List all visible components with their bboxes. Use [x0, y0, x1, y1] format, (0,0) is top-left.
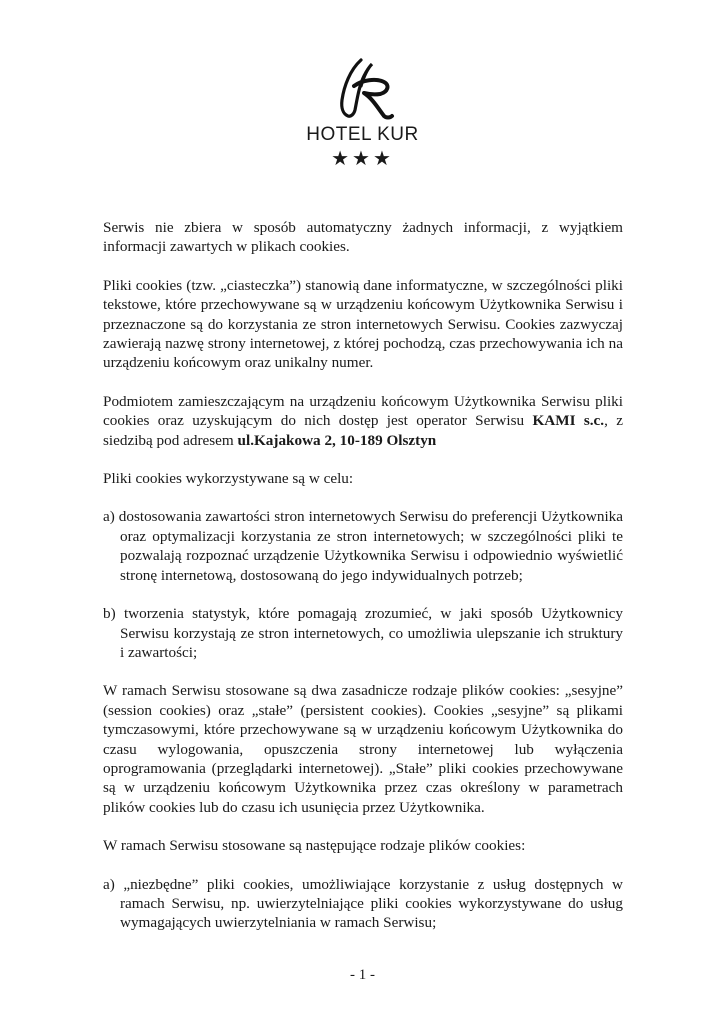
operator-mid-text: , z siedzibą pod adresem [103, 412, 624, 449]
list-item: a) dostosowania zawartości stron internetowych Serwisu do preferencji Użytkownika oraz optymalizacji korzystania ze stron internetowych; w szczególności pliki te pozwalają rozpoznać urządzenie Użytkownika Serwisu i odpowiednio wyświetlić stronę internetową, dostosowaną do jego indywidualnych potrzeb; [103, 508, 623, 584]
star-rating: ★★★ [331, 148, 394, 170]
list-item: a) „niezbędne” pliki cookies, umożliwiające korzystanie z usług dostępnych w ramach Serwisu, np. uwierzytelniające pliki cookies wykorzystywane do usług wymagających uwierzytelniania w ramach Serwisu; [103, 875, 623, 932]
document-body [103, 218, 623, 952]
hotel-k-logo-icon [328, 56, 398, 122]
page-number: - 1 - [350, 967, 375, 983]
paragraph-cookies-definition: Pliki cookies (tzw. „ciasteczka”) stanowią dane informatyczne, w szczególności pliki tekstowe, które przechowywane są w urządzeniu końcowym Użytkownika Serwisu i przeznaczone są do korzystania ze stron internetowych Serwisu. Cookies zazwyczaj zawierają nazwę strony internetowej, z której pochodzą, czas przechowywania ich na urządzeniu końcowym oraz unikalny numer. [103, 276, 623, 372]
company-address: ul.Kajakowa 2, 10-189 Olsztyn [237, 431, 437, 449]
paragraph-cookie-kinds: W ramach Serwisu stosowane są następujące rodzaje plików cookies: [103, 837, 526, 855]
hotel-logo [0, 56, 725, 170]
company-name: KAMI s.c. [532, 412, 605, 430]
paragraph-purpose: Pliki cookies wykorzystywane są w celu: [103, 470, 354, 488]
paragraph-intro: Serwis nie zbiera w sposób automatyczny żadnych informacji, z wyjątkiem informacji zawartych w plikach cookies. [103, 219, 623, 256]
paragraph-operator [103, 392, 623, 450]
paragraph-cookie-types: W ramach Serwisu stosowane są dwa zasadnicze rodzaje plików cookies: „sesyjne” (session cookies) oraz „stałe” (persistent cookies). Cookies „sesyjne” są plikami tymczasowymi, które przechowywane są w urządzeniu końcowym Użytkownika do czasu wylogowania, opuszczenia strony internetowej lub wyłączenia oprogramowania (przeglądarki internetowej). „Stałe” pliki cookies przechowywane są w urządzeniu końcowym Użytkownika przez czas określony w parametrach plików cookies lub do czasu ich usunięcia przez Użytkownika. [103, 682, 623, 816]
list-item: b) tworzenia statystyk, które pomagają zrozumieć, w jaki sposób Użytkownicy Serwisu korzystają ze stron internetowych, co umożliwia ulepszanie ich struktury i zawartości; [103, 605, 623, 661]
operator-text: Podmiotem zamieszczającym na urządzeniu końcowym Użytkownika Serwisu pliki cookies oraz uzyskującym do nich dostęp jest operator Serwisu [103, 392, 623, 430]
hotel-name: HOTEL KUR [306, 124, 419, 145]
